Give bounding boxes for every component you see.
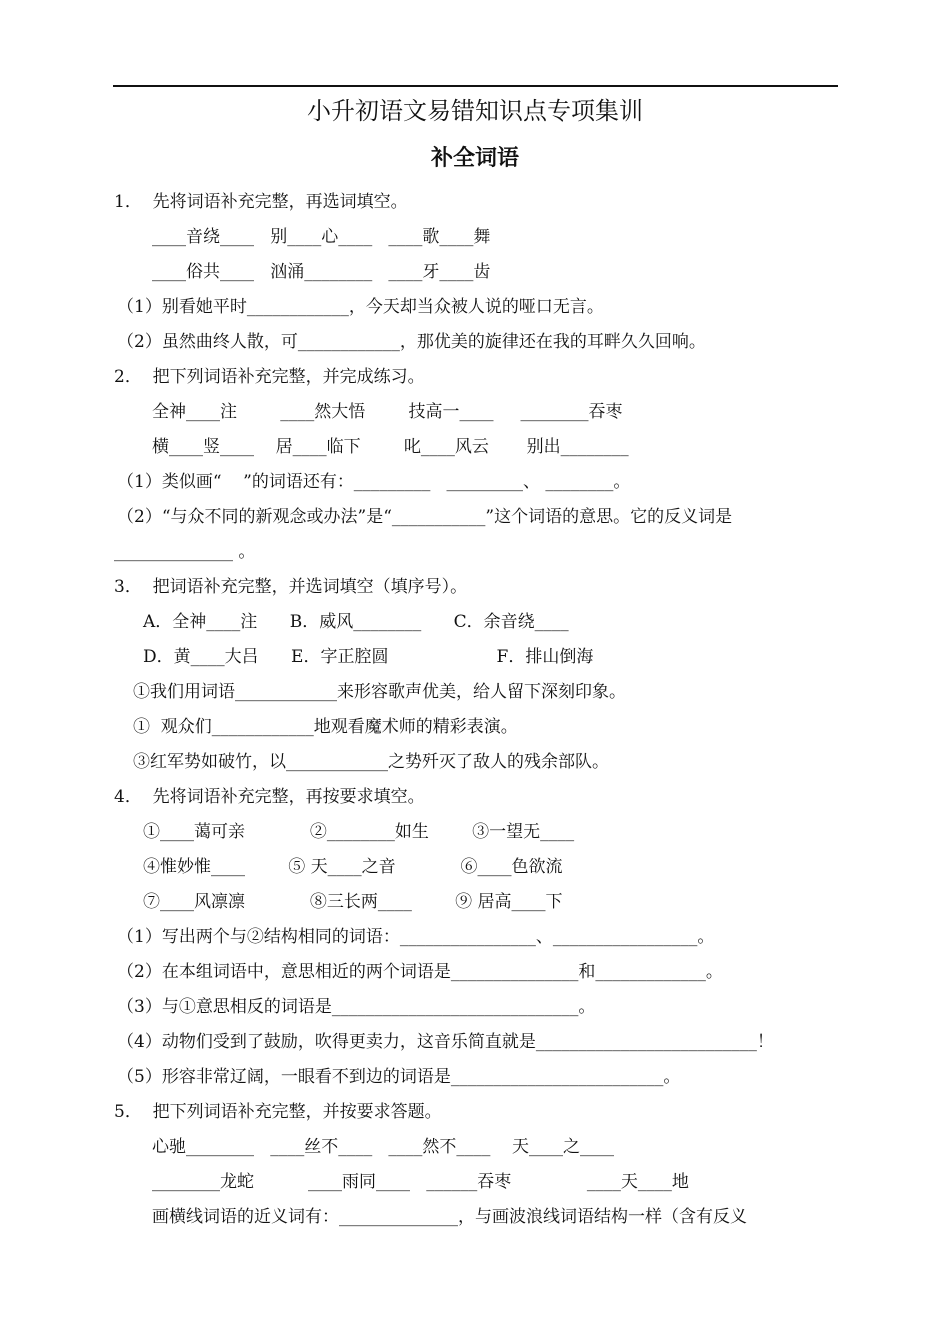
question-1-words-row-2: ____俗共____ 汹涌________ ____牙____齿 <box>152 262 491 282</box>
question-2-heading: 2． 把下列词语补充完整，并完成练习。 <box>114 367 425 387</box>
question-2-sub-2: （2）“与众不同的新观念或办法”是“___________”这个词语的意思。它的反义词是 <box>117 507 733 527</box>
question-1-sub-2: （2）虽然曲终人散，可____________，那优美的旋律还在我的耳畔久久回响。 <box>117 332 706 352</box>
question-4-words-row-3: ⑦____风凛凛 ⑧三长两____ ⑨ 居高____下 <box>143 892 563 912</box>
question-4-words-row-1: ①____蔼可亲 ②________如生 ③一望无____ <box>143 822 575 842</box>
question-4-sub-1: （1）写出两个与②结构相同的词语：________________、_________________。 <box>117 927 715 947</box>
top-divider <box>113 85 838 87</box>
question-3-options-row-2: D．黄____大吕 E．字正腔圆 F．排山倒海 <box>143 647 594 667</box>
question-3-options-row-1: A．全神____注 B．威风________ C．余音绕____ <box>143 612 569 632</box>
question-5-prompt: 画横线词语的近义词有：______________，与画波浪线词语结构一样（含有反义 <box>152 1207 747 1227</box>
question-3-sub-1: ①我们用词语____________来形容歌声优美，给人留下深刻印象。 <box>133 682 626 702</box>
question-4-sub-4: （4）动物们受到了鼓励，吹得更卖力，这音乐简直就是__________________________！ <box>117 1032 774 1052</box>
question-2-words-row-1: 全神____注 ____然大悟 技高一____ ________吞枣 <box>152 402 623 422</box>
question-5-heading: 5． 把下列词语补充完整，并按要求答题。 <box>114 1102 442 1122</box>
question-2-sub-1: （1）类似画“ ”的词语还有：_________ _________、 ________。 <box>117 472 631 492</box>
question-1-sub-1: （1）别看她平时____________，今天却当众被人说的哑口无言。 <box>117 297 604 317</box>
question-3-heading: 3． 把词语补充完整，并选词填空（填序号）。 <box>114 577 468 597</box>
question-1-heading: 1． 先将词语补充完整，再选词填空。 <box>114 192 408 212</box>
section-title: 补全词语 <box>430 146 519 171</box>
question-4-sub-2: （2）在本组词语中，意思相近的两个词语是_______________和_____________。 <box>117 962 723 982</box>
question-4-sub-3: （3）与①意思相反的词语是_____________________________。 <box>117 997 596 1017</box>
question-2-words-row-2: 横____竖____ 居____临下 叱____风云 别出________ <box>152 437 629 457</box>
question-2-sub-2-continued: ______________ 。 <box>114 542 256 562</box>
question-4-words-row-2: ④惟妙惟____ ⑤ 天____之音 ⑥____色欲流 <box>143 857 563 877</box>
question-4-sub-5: （5）形容非常辽阔，一眼看不到边的词语是_________________________。 <box>117 1067 681 1087</box>
question-1-words-row-1: ____音绕____ 别____心____ ____歌____舞 <box>152 227 491 247</box>
question-5-words-row-1: 心驰________ ____丝不____ ____然不____ 天____之____ <box>152 1137 615 1157</box>
question-3-sub-3: ③红军势如破竹，以____________之势歼灭了敌人的残余部队。 <box>133 752 609 772</box>
question-4-heading: 4． 先将词语补充完整，再按要求填空。 <box>114 787 425 807</box>
question-5-words-row-2: ________龙蛇 ____雨同____ ______吞枣 ____天____地 <box>152 1172 689 1192</box>
page-title: 小升初语文易错知识点专项集训 <box>307 97 643 125</box>
question-3-sub-2: ① 观众们____________地观看魔术师的精彩表演。 <box>133 717 518 737</box>
